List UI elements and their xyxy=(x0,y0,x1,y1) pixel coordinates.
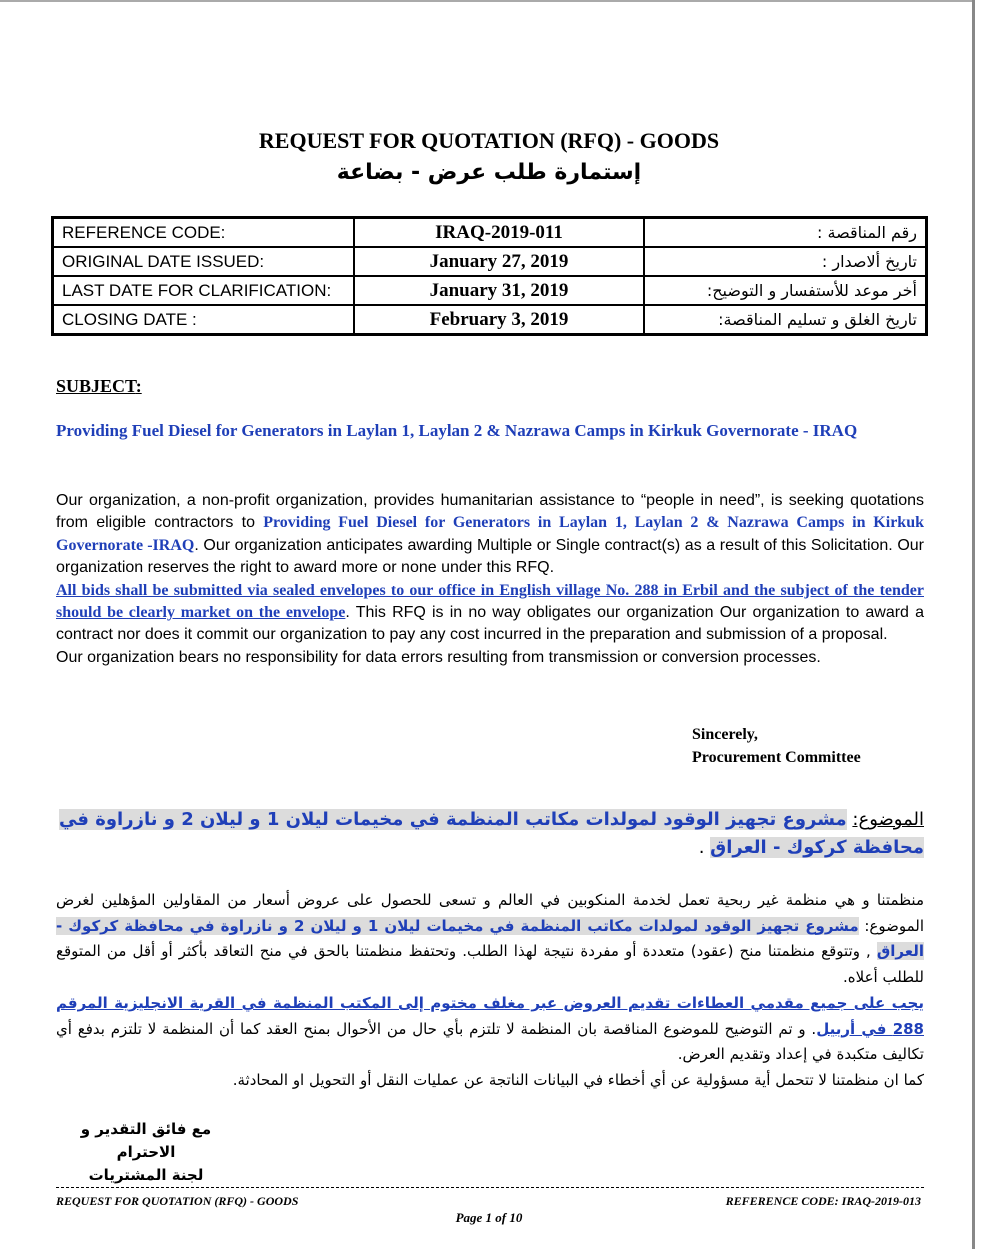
arabic-body-subject: مشروع تجهيز الوقود لمولدات مكاتب المنظمة في مخيمات ليلان 1 و ليلان 2 و نازراوة في محافظة كركوك - العراق xyxy=(56,916,924,961)
english-body xyxy=(56,490,924,669)
table-row xyxy=(53,276,927,305)
table-row xyxy=(53,218,927,248)
page-number: Page 1 of 10 xyxy=(455,1210,523,1225)
document-title: REQUEST FOR QUOTATION (RFQ) - GOODS xyxy=(258,128,720,153)
signature-closing: Sincerely, xyxy=(692,726,758,743)
arabic-subject xyxy=(56,806,924,862)
clarification-date-value: January 31, 2019 xyxy=(354,276,644,305)
subject-label: SUBJECT xyxy=(56,376,136,396)
date-issued-label: ORIGINAL DATE ISSUED: xyxy=(53,247,355,276)
arabic-subject-end: . xyxy=(698,837,711,858)
closing-date-value: February 3, 2019 xyxy=(354,305,644,335)
arabic-body-f: كما ان منظمتنا لا تتحمل أية مسؤولية عن أي أخطاء في البيانات الناتجة عن عمليات النقل أو التحويل او المحادثة. xyxy=(232,1070,924,1089)
subject-text: Providing Fuel Diesel for Generators in Laylan 1, Laylan 2 & Nazrawa Camps in Kirkuk Governorate - IRAQ xyxy=(56,421,858,440)
subject-colon: : xyxy=(135,376,142,396)
document-title-arabic: إستمارة طلب عرض - بضاعة xyxy=(336,160,642,185)
footer-divider xyxy=(56,1187,924,1188)
body-paragraph-3: Our organization bears no responsibility for data errors resulting from transmission or conversion processes. xyxy=(56,648,821,666)
body-paragraph-2: . This RFQ is in no way obligates our organization Our organization to award a contract nor does it commit our organization to pay any cost incurred in the preparation and submission of a proposal. xyxy=(56,604,925,644)
rfq-info-table xyxy=(51,216,928,336)
reference-code-label: REFERENCE CODE: xyxy=(53,218,355,248)
arabic-body xyxy=(56,888,924,1094)
signature-committee: Procurement Committee xyxy=(692,749,861,766)
arabic-body-e: . و تم التوضيح للموضوع المناقصة بان المنظمة لا تلتزم بأي حال من الأحوال بمنح العقد كما أن المنظمة لا تلتزم بدفع أي تكاليف متكبدة في إعداد وتقديم العرض. xyxy=(56,1019,924,1064)
arabic-signature-closing: مع فائق التقدير و الاحترام xyxy=(80,1120,212,1161)
reference-code-label-arabic: رقم المناقصة : xyxy=(644,218,927,248)
table-row xyxy=(53,305,927,335)
arabic-subject-text: مشروع تجهيز الوقود لمولدات مكاتب المنظمة في مخيمات ليلان 1 و ليلان 2 و نازراوة في محافظة كركوك - العراق xyxy=(58,809,924,858)
closing-date-label: CLOSING DATE : xyxy=(53,305,355,335)
date-issued-label-arabic: تاريخ ألاصدار : xyxy=(644,247,927,276)
arabic-subject-label: الموضوع: xyxy=(852,809,924,830)
page-top-edge xyxy=(0,0,975,2)
footer-document-title: REQUEST FOR QUOTATION (RFQ) - GOODS xyxy=(56,1194,299,1208)
table-row xyxy=(53,247,927,276)
arabic-signature-committee: لجنة المشتريات xyxy=(88,1166,204,1184)
submission-instructions: All bids shall be submitted via sealed envelopes to our office in English village No. 288 in Erbil and the subject of the tender should be clearly market on the envelope xyxy=(56,581,924,622)
page-right-edge xyxy=(972,0,975,1249)
arabic-body-c: , وتتوقع منظمتنا منح (عقود) متعددة أو مفردة نتيجة لهذا الطلب. وتحتفظ منظمتنا بالحق في منح التعاقد بأكثر أو أقل من المتوقع للطلب أعلاه. xyxy=(56,942,924,987)
body-paragraph-1-subject: Providing Fuel Diesel for Generators in Laylan 1, Laylan 2 & Nazrawa Camps in Kirkuk Governorate -IRAQ xyxy=(56,514,924,554)
reference-code-value: IRAQ-2019-011 xyxy=(354,218,644,248)
clarification-date-label-arabic: أخر موعد للأستفسار و التوضيح: xyxy=(644,276,927,305)
subject-heading xyxy=(56,376,142,397)
arabic-submission-instructions: يجب على جميع مقدمي العطاءات تقديم العروض عبر مغلف مختوم إلى المكتب المنظمة في القرية الانجليزية المرقم 288 في أربيل xyxy=(56,993,924,1038)
body-paragraph-1a: Our organization, a non-profit organization, provides humanitarian assistance to “people in need”, is seeking quotations from eligible contractors to xyxy=(56,492,924,532)
english-signature xyxy=(692,723,861,769)
clarification-date-label: LAST DATE FOR CLARIFICATION: xyxy=(53,276,355,305)
arabic-body-a: منظمتنا و هي منظمة غير ربحية تعمل لخدمة المنكوبين في العالم و تسعى للحصول على عروض أسعار من المقاولين المؤهلين لغرض الموضوع: xyxy=(56,891,924,935)
arabic-signature xyxy=(56,1118,236,1187)
footer-reference-code: REFERENCE CODE: IRAQ-2019-013 xyxy=(725,1194,921,1208)
date-issued-value: January 27, 2019 xyxy=(354,247,644,276)
body-paragraph-1c: . Our organization anticipates awarding Multiple or Single contract(s) as a result of this Solicitation. Our organization reserves the right to award more or none under this RFQ. xyxy=(56,536,925,577)
closing-date-label-arabic: تاريخ الغلق و تسليم المناقصة: xyxy=(644,305,927,335)
